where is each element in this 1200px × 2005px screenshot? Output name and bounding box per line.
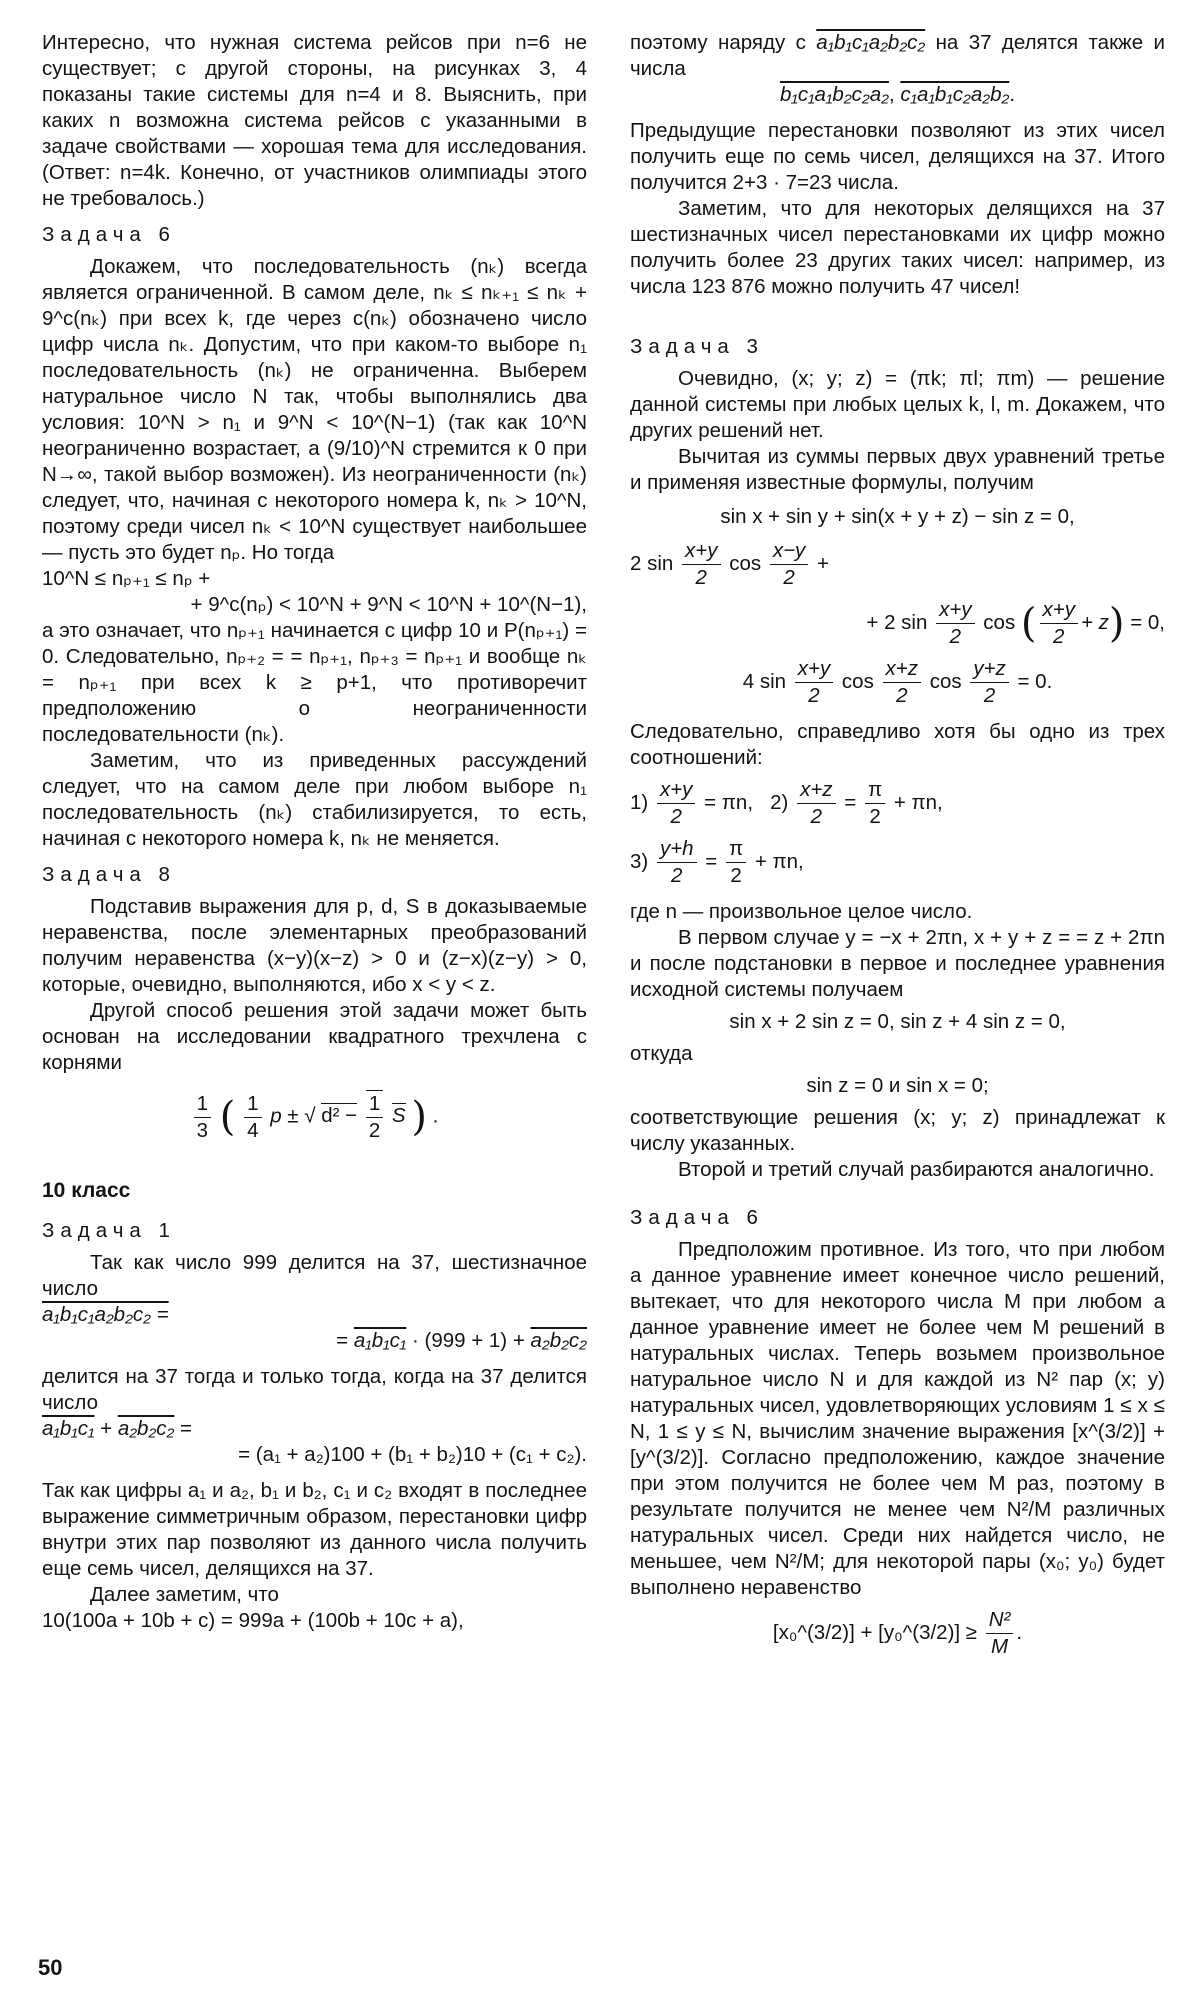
formula-task1-c: a₁b₁c₁ + a₂b₂c₂ =	[42, 1417, 193, 1440]
paragraph-task3-4: где n — произвольное целое число.	[630, 900, 973, 923]
formula-task3-d: 4 sin $\frac{x+y}{2}$ cos $\frac{x+z}{2}$ cos $\frac{y+z}{2}$ = 0.	[742, 657, 1053, 707]
paragraph-task3-5: В первом случае y = −x + 2πn, x + y + z = = z + 2πn и после подстановки в первое и последнее уравнения исходной системы получаем	[630, 926, 1165, 1001]
paragraph-task6-1: Докажем, что последовательность (nₖ) всегда является ограниченной. В самом деле, nₖ ≤ nₖ₊₁ ≤ nₖ + 9^c(nₖ) при всех k, где через c(nₖ) обозначено число цифр числа nₖ. Допустим, что при каком-то выборе n₁ последовательность (nₖ) не ограниченна. Выберем натуральное число N так, чтобы выполнялись два условия: 10^N > n₁ и 9^N < 10^(N−1) (так как 10^N неограниченно возрастает, а (9/10)^N стремится к 0 при N→∞, такой выбор возможен). Из неограниченности (nₖ) следует, что, начиная с некоторого номера k, nₖ > 10^N, поэтому среди чисел nₖ < 10^N существует наибольшее — пусть это будет nₚ. Но тогда	[42, 255, 587, 564]
formula-task3-cases-1-2: 1) $\frac{x+y}{2}$ = πn, 2) $\frac{x+z}{2}$ = $\frac{\pi}{2}$ + πn,	[630, 778, 943, 828]
paragraph-task6b-1: Предположим противное. Из того, что при любом a данное уравнение имеет конечное число решений, вытекает, что для некоторого числа M при любом a данное уравнение имеет не более чем M решений в натуральных числах. Теперь возьмем произвольное натуральное число N и для каждой из N² пар (x; y) натуральных чисел, удовлетворяющих условиям 1 ≤ x ≤ N, 1 ≤ y ≤ N, вычислим значение выражения [x^(3/2)] + [y^(3/2)]. Согласно предположению, каждое значение при этом получится не более чем M раз, поэтому в результате получится не менее чем N²/M различных натуральных чисел. Среди них найдется число, не меньшее, чем N²/M; для некоторой пары (x₀; y₀) будет выполнено неравенство	[630, 1238, 1165, 1599]
paragraph-task3-6: откуда	[630, 1042, 693, 1065]
paragraph-task1-2: делится на 37 тогда и только тогда, когда на 37 делится число	[42, 1365, 587, 1414]
formula-quadratic-roots: $\frac{1}{3}$ ( $\frac{1}{4}$ p ± √ d² − $\frac{1}{2}$ S ) .	[42, 1090, 587, 1144]
paragraph-right-1: Предыдущие перестановки позволяют из этих чисел получить еще по семь чисел, делящихся на 37. Итого получится 2+3 · 7=23 числа.	[630, 119, 1165, 194]
fraction-one-half: $\frac{1}{2}$	[366, 1090, 383, 1144]
formula-mid: p ± √	[270, 1104, 316, 1128]
formula-task1-b: = a₁b₁c₁ · (999 + 1) + a₂b₂c₂	[336, 1329, 587, 1352]
paragraph-intro: Интересно, что нужная система рейсов при n=6 не существует; с другой стороны, на рисунках 3, 4 показаны такие системы для n=4 и 8. Выяснить, при каких n возможна система рейсов с указанными в задаче свойствами — хорошая тема для исследования. (Ответ: n=4k. Конечно, от участников олимпиады этого не требовалось.)	[42, 31, 587, 210]
formula-task3-case-3: 3) $\frac{y+h}{2}$ = $\frac{\pi}{2}$ + πn,	[630, 837, 804, 887]
fraction-one-third: $\frac{1}{3}$	[194, 1091, 211, 1144]
paragraph-task1-4: Далее заметим, что	[90, 1583, 279, 1606]
paragraph-task3-7: соответствующие решения (x; y; z) принадлежат к числу указанных.	[630, 1106, 1165, 1155]
paragraph-task8-1: Подставив выражения для p, d, S в доказываемые неравенства, после элементарных преобразований получим неравенства (x−y)(x−z) > 0 и (z−x)(z−y) > 0, которые, очевидно, выполняются, ибо x < y < z.	[42, 895, 587, 996]
heading-task-3: Задача 3	[630, 335, 764, 358]
radicand-b: S	[391, 1104, 406, 1128]
formula-task6-line2: + 9^c(nₚ) < 10^N + 9^N < 10^N + 10^(N−1),	[190, 593, 587, 616]
formula-task1-a: a₁b₁c₁a₂b₂c₂ =	[42, 1303, 169, 1326]
right-column	[630, 30, 1165, 1660]
left-column	[42, 30, 587, 1634]
paragraph-task1-3: Так как цифры a₁ и a₂, b₁ и b₂, c₁ и c₂ входят в последнее выражение симметричным образом, перестановки цифр внутри этих пар позволяют из данного числа получить еще семь чисел, делящихся на 37.	[42, 1479, 587, 1580]
heading-task-1: Задача 1	[42, 1219, 176, 1242]
paragraph-task3-2: Вычитая из суммы первых двух уравнений третье и применяя известные формулы, получим	[630, 445, 1165, 494]
paragraph-task3-3: Следовательно, справедливо хотя бы одно из трех соотношений:	[630, 720, 1165, 769]
paragraph-right-2: Заметим, что для некоторых делящихся на 37 шестизначных чисел перестановками их цифр можно получить более 23 других таких чисел: например, из числа 123 876 можно получить 47 чисел!	[630, 197, 1165, 298]
heading-grade-10: 10 класс	[42, 1179, 131, 1202]
formula-task1-e: 10(100a + 10b + c) = 999a + (100b + 10c + a),	[42, 1609, 464, 1632]
formula-permuted-numbers: b₁c₁a₁b₂c₂a₂, c₁a₁b₁c₂a₂b₂.	[779, 83, 1016, 106]
formula-task6b-inequality: [x₀^(3/2)] + [y₀^(3/2)] ≥ $\frac{\text{N²}}{M}$ .	[772, 1608, 1023, 1658]
paragraph-task8-2: Другой способ решения этой задачи может быть основан на исследовании квадратного трехчлена с корнями	[42, 999, 587, 1074]
formula-task3-a: sin x + sin y + sin(x + y + z) − sin z = 0,	[720, 505, 1075, 528]
paragraph-task1-1: Так как число 999 делится на 37, шестизначное число	[42, 1251, 587, 1300]
paragraph-task3-1: Очевидно, (x; y; z) = (πk; πl; πm) — решение данной системы при любых целых k, l, m. Докажем, что других решений нет.	[630, 367, 1165, 442]
paragraph-task6-2: а это означает, что nₚ₊₁ начинается с цифр 10 и P(nₚ₊₁) = 0. Следовательно, nₚ₊₂ = = nₚ₊₁, nₚ₊₃ = nₚ₊₁ и вообще nₖ = nₚ₊₁ при всех k ≥ p+1, что противоречит предположению о неограниченности последовательности (nₖ).	[42, 619, 587, 746]
fraction-one-quarter: $\frac{1}{4}$	[244, 1091, 261, 1144]
paragraph-task3-8: Второй и третий случай разбираются аналогично.	[678, 1158, 1155, 1181]
page-number: 50	[38, 1955, 63, 1980]
formula-task3-f: sin x + 2 sin z = 0, sin z + 4 sin z = 0,	[729, 1010, 1066, 1033]
paragraph-task6-3: Заметим, что из приведенных рассуждений следует, что на самом деле при любом выборе n₁ последовательность (nₖ) стабилизируется, то есть, начиная с некоторого номера k, nₖ не меняется.	[42, 749, 587, 850]
formula-task1-d: = (a₁ + a₂)100 + (b₁ + b₂)10 + (c₁ + c₂).	[238, 1443, 587, 1466]
heading-task-6: Задача 6	[42, 223, 176, 246]
heading-task-8: Задача 8	[42, 863, 176, 886]
paragraph-continued: поэтому наряду с a₁b₁c₁a₂b₂c₂ на 37 делятся также и числа	[630, 31, 1165, 80]
formula-task3-c: + 2 sin $\frac{x+y}{2}$ cos ( $\frac{x+y}{2}$ + z) = 0,	[866, 598, 1165, 648]
formula-task3-b: 2 sin $\frac{x+y}{2}$ cos $\frac{x-y}{2}$ +	[630, 539, 829, 589]
heading-task-6b: Задача 6	[630, 1206, 764, 1229]
formula-task6-line1: 10^N ≤ nₚ₊₁ ≤ nₚ +	[42, 567, 211, 590]
formula-task3-g: sin z = 0 и sin x = 0;	[806, 1074, 989, 1097]
radicand-a: d² −	[321, 1104, 358, 1128]
